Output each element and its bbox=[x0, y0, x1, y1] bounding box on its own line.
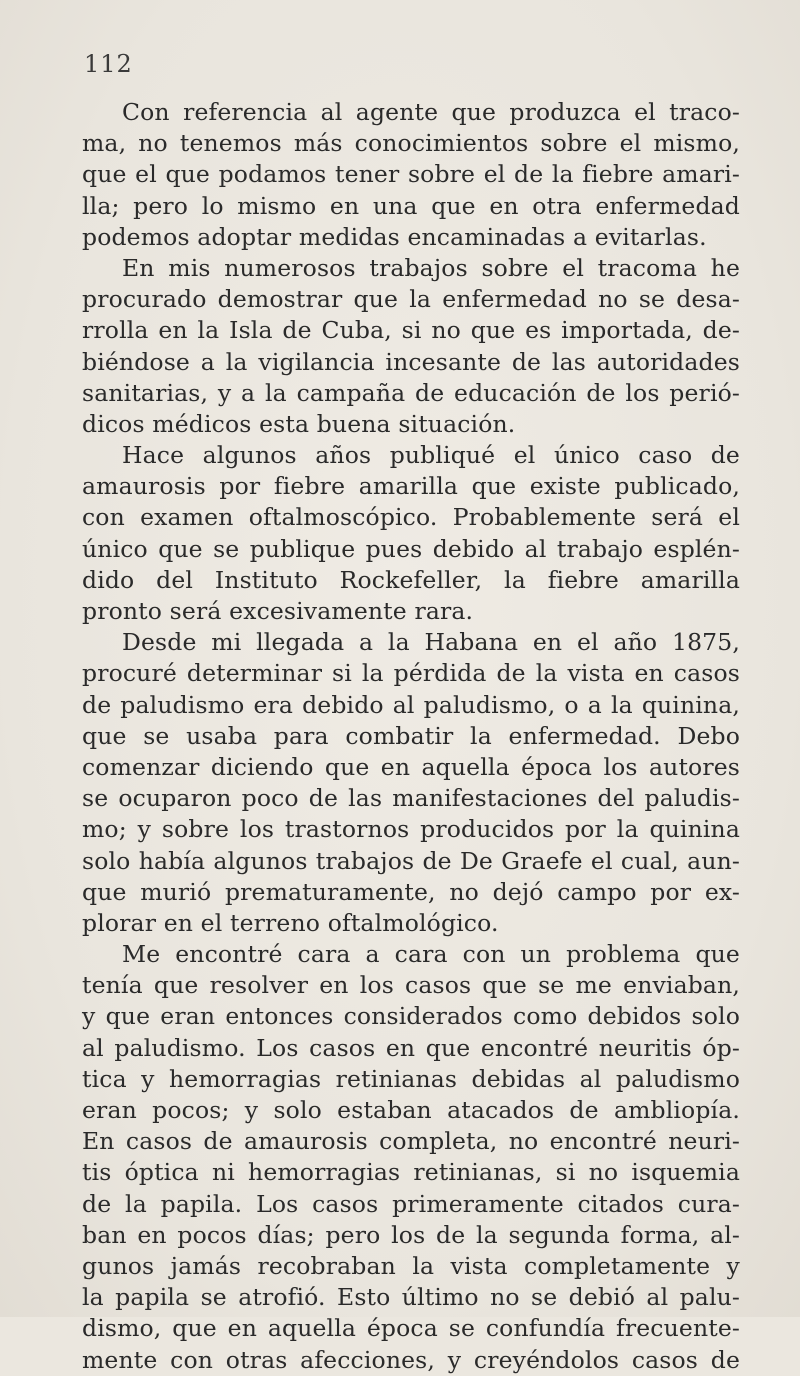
page-number: 112 bbox=[84, 50, 133, 78]
text-line: pronto será excesivamente rara. bbox=[82, 597, 474, 625]
text-line: lla; pero lo mismo en una que en otra enfermedad bbox=[82, 191, 740, 220]
text-line: plorar en el terreno oftalmológico. bbox=[82, 908, 499, 937]
text-line: que el que podamos tener sobre el de la fiebre amari- bbox=[82, 160, 740, 189]
text-line: amaurosis por fiebre amarilla que existe publicado, bbox=[82, 472, 740, 501]
text-line: al paludismo. Los casos en que encontré neuritis óp- bbox=[82, 1033, 740, 1062]
text-line: procuré determinar si la pérdida de la vista en casos bbox=[82, 659, 740, 688]
text-line: tenía que resolver en los casos que se me enviaban, bbox=[82, 971, 740, 1000]
text-line: Me encontré cara a cara con un problema que bbox=[122, 940, 740, 969]
text-line: dismo, que en aquella época se confundía frecuente- bbox=[82, 1314, 740, 1343]
text-line: biéndose a la vigilancia incesante de las autoridades bbox=[82, 347, 740, 376]
text-line: Hace algunos años publiqué el único caso de bbox=[122, 441, 740, 470]
text-line: podemos adoptar medidas encaminadas a evitarlas. bbox=[82, 222, 707, 251]
text-line: sanitarias, y a la campaña de educación de los perió- bbox=[82, 378, 740, 407]
text-line: que murió prematuramente, no dejó campo por ex- bbox=[82, 877, 740, 906]
text-line: En casos de amaurosis completa, no encontré neuri- bbox=[82, 1127, 740, 1156]
text-line: rrolla en la Isla de Cuba, si no que es importada, de- bbox=[82, 316, 740, 345]
text-line: tis óptica ni hemorragias retinianas, si no isquemia bbox=[82, 1158, 740, 1187]
text-line: gunos jamás recobraban la vista completamente y bbox=[82, 1251, 740, 1280]
text-line: solo había algunos trabajos de De Graefe el cual, aun- bbox=[82, 846, 740, 875]
text-line: único que se publique pues debido al trabajo esplén- bbox=[82, 534, 740, 563]
text-line: la papila se atrofió. Esto último no se debió al palu- bbox=[82, 1283, 740, 1312]
text-line: de paludismo era debido al paludismo, o a la quinina, bbox=[82, 690, 740, 719]
text-line: eran pocos; y solo estaban atacados de ambliopía. bbox=[82, 1096, 740, 1124]
text-line: ma, no tenemos más conocimientos sobre el mismo, bbox=[82, 129, 740, 158]
text-line: con examen oftalmoscópico. Probablemente será el bbox=[82, 503, 740, 532]
text-line: En mis numerosos trabajos sobre el tracoma he bbox=[122, 253, 740, 282]
text-line: de la papila. Los casos primeramente citados cura- bbox=[82, 1189, 740, 1218]
text-line: que se usaba para combatir la enfermedad. Debo bbox=[82, 721, 740, 750]
text-line: procurado demostrar que la enfermedad no se desa- bbox=[82, 285, 740, 314]
text-line: mente con otras afecciones, y creyéndolos casos de bbox=[82, 1345, 740, 1374]
text-line: tica y hemorragias retinianas debidas al paludismo bbox=[82, 1064, 740, 1093]
text-line: se ocuparon poco de las manifestaciones del paludis- bbox=[82, 784, 740, 813]
text-line: mo; y sobre los trastornos producidos por la quinina bbox=[82, 815, 740, 844]
text-line: comenzar diciendo que en aquella época los autores bbox=[82, 752, 740, 781]
text-line: dicos médicos esta buena situación. bbox=[82, 409, 516, 438]
text-line: dido del Instituto Rockefeller, la fiebre amarilla bbox=[82, 565, 740, 594]
text-line: ban en pocos días; pero los de la segunda forma, al- bbox=[82, 1220, 740, 1249]
text-line: y que eran entonces considerados como debidos solo bbox=[82, 1002, 740, 1031]
body-text bbox=[82, 97, 740, 1376]
text-line: Desde mi llegada a la Habana en el año 1875, bbox=[122, 628, 740, 657]
text-line: Con referencia al agente que produzca el traco- bbox=[122, 98, 740, 126]
